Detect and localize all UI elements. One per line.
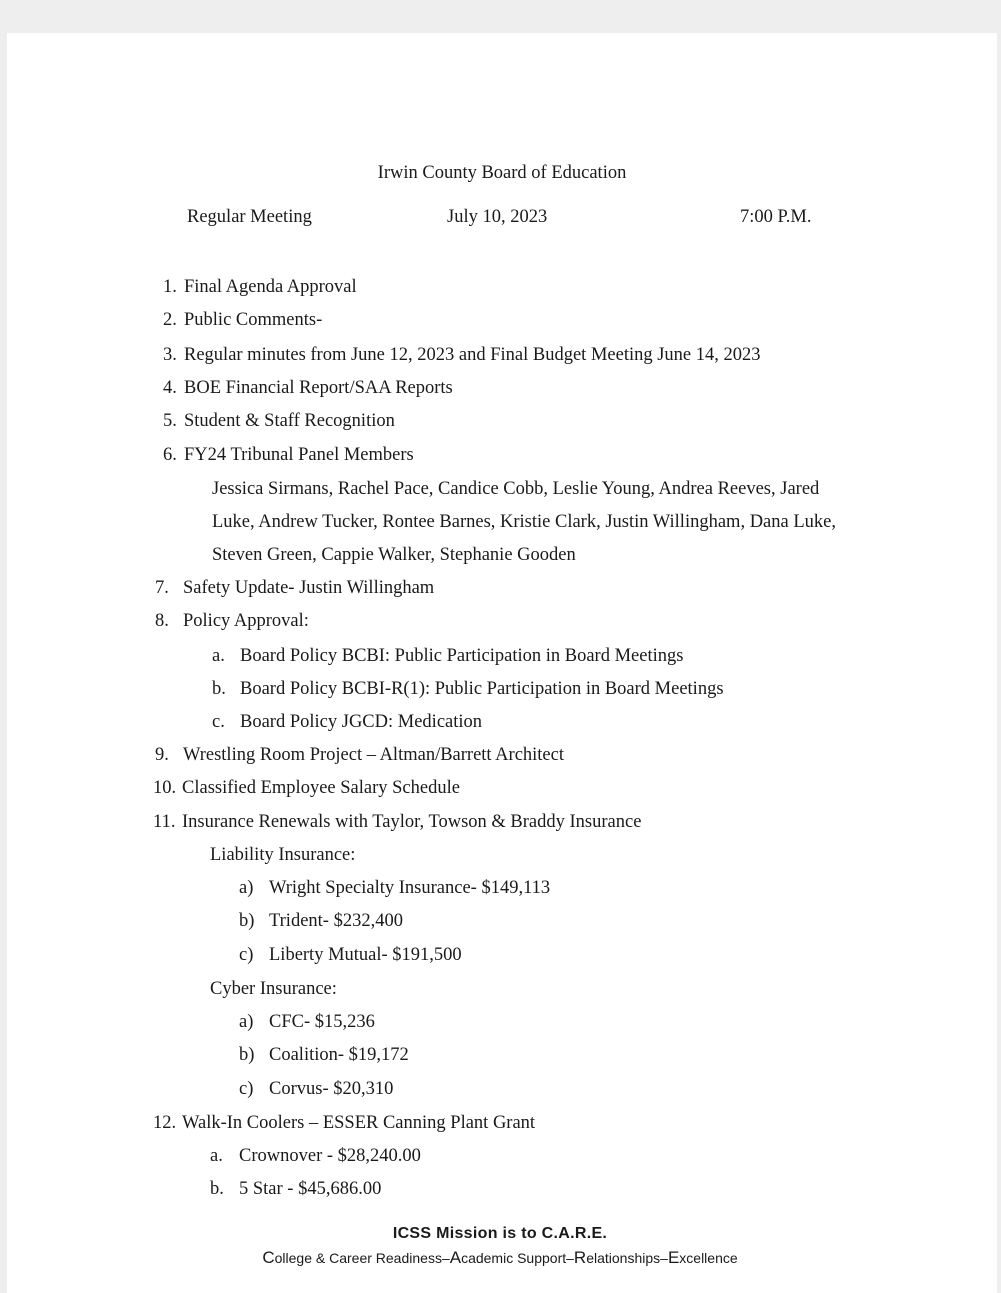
policy-item: Board Policy BCBI: Public Participation in Board Meetings [240, 646, 684, 666]
agenda-item: Public Comments- [184, 310, 323, 330]
item-number: 6. [163, 445, 177, 465]
panel-members-line: Steven Green, Cappie Walker, Stephanie Gooden [212, 545, 576, 565]
sub-label: b. [210, 1179, 224, 1199]
care-word: ollege & Career Readiness– [274, 1250, 450, 1266]
sub-label: c. [212, 712, 225, 732]
cooler-quote: Crownover - $28,240.00 [239, 1146, 421, 1166]
insurance-quote: CFC- $15,236 [269, 1012, 375, 1032]
care-initial: A [449, 1248, 462, 1267]
item-number: 10. [153, 778, 177, 798]
insurance-quote: Wright Specialty Insurance- $149,113 [269, 878, 551, 898]
care-initial: E [667, 1248, 680, 1267]
panel-members-line: Jessica Sirmans, Rachel Pace, Candice Cobb, Leslie Young, Andrea Reeves, Jared [212, 479, 820, 499]
agenda-item: Final Agenda Approval [184, 277, 357, 297]
mission-statement: ICSS Mission is to C.A.R.E. [392, 1225, 608, 1242]
agenda-item: Classified Employee Salary Schedule [182, 778, 460, 798]
policy-item: Board Policy JGCD: Medication [240, 712, 483, 732]
insurance-quote: Corvus- $20,310 [269, 1079, 394, 1099]
care-word: elationships– [586, 1250, 668, 1266]
sub-label: a) [239, 1012, 254, 1032]
item-number: 9. [155, 745, 169, 765]
sub-label: a. [210, 1146, 223, 1166]
document-title: Irwin County Board of Education [377, 163, 627, 183]
cyber-heading: Cyber Insurance: [210, 979, 337, 999]
care-word: cademic Support– [461, 1250, 574, 1266]
sub-label: c) [239, 945, 254, 965]
care-word: xcellence [679, 1250, 738, 1266]
agenda-item: Walk-In Coolers – ESSER Canning Plant Grant [182, 1113, 536, 1133]
sub-label: b) [239, 911, 255, 931]
sub-label: b) [239, 1045, 255, 1065]
item-number: 11. [153, 812, 176, 832]
insurance-quote: Liberty Mutual- $191,500 [269, 945, 462, 965]
sub-label: a) [239, 878, 254, 898]
item-number: 1. [163, 277, 177, 297]
care-initial: C [262, 1248, 275, 1267]
agenda-item: BOE Financial Report/SAA Reports [184, 378, 453, 398]
care-initial: R [573, 1248, 587, 1267]
sub-label: c) [239, 1079, 254, 1099]
meeting-date: July 10, 2023 [447, 207, 548, 227]
meeting-type: Regular Meeting [187, 207, 312, 227]
item-number: 8. [155, 611, 169, 631]
agenda-item: Policy Approval: [183, 611, 309, 631]
item-number: 12. [153, 1113, 177, 1133]
item-number: 2. [163, 310, 177, 330]
sub-label: a. [212, 646, 225, 666]
sub-label: b. [212, 679, 226, 699]
liability-heading: Liability Insurance: [210, 845, 356, 865]
agenda-item: Regular minutes from June 12, 2023 and Final Budget Meeting June 14, 2023 [184, 345, 761, 365]
agenda-item: Wrestling Room Project – Altman/Barrett Architect [183, 745, 564, 765]
policy-item: Board Policy BCBI-R(1): Public Participation in Board Meetings [240, 679, 724, 699]
agenda-item: Safety Update- Justin Willingham [183, 578, 435, 598]
panel-members-line: Luke, Andrew Tucker, Rontee Barnes, Kristie Clark, Justin Willingham, Dana Luke, [212, 512, 836, 532]
cooler-quote: 5 Star - $45,686.00 [239, 1179, 382, 1199]
item-number: 4. [163, 378, 177, 398]
care-values [262, 1248, 737, 1268]
agenda-item: FY24 Tribunal Panel Members [184, 445, 414, 465]
insurance-quote: Trident- $232,400 [269, 911, 403, 931]
item-number: 3. [163, 345, 177, 365]
item-number: 5. [163, 411, 177, 431]
agenda-item: Insurance Renewals with Taylor, Towson & Braddy Insurance [182, 812, 642, 832]
item-number: 7. [155, 578, 169, 598]
agenda-item: Student & Staff Recognition [184, 411, 395, 431]
insurance-quote: Coalition- $19,172 [269, 1045, 409, 1065]
meeting-time: 7:00 P.M. [740, 207, 812, 227]
